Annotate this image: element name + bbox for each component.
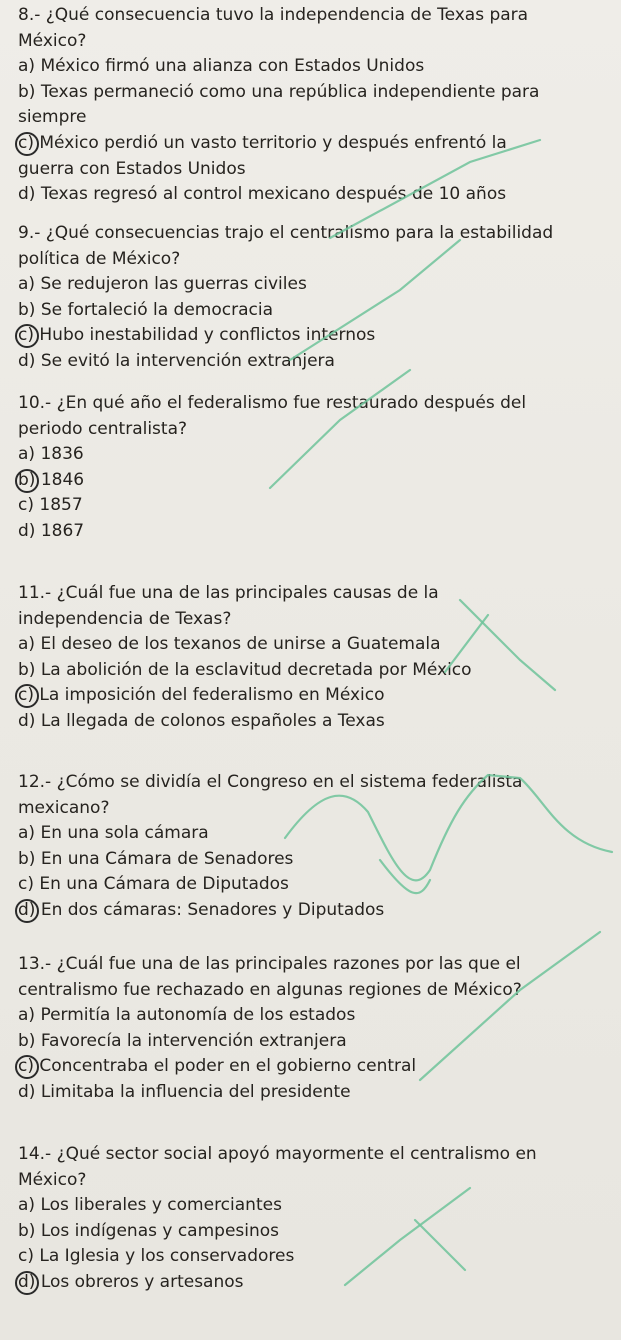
question-text: centralismo fue rechazado en algunas regiones de México?: [18, 979, 522, 1000]
answer-option-selected: d) Los obreros y artesanos: [18, 1272, 244, 1292]
answer-option-selected: c) Concentraba el poder en el gobierno central: [18, 1056, 417, 1077]
answer-option: a) 1836: [18, 444, 84, 465]
question-text: política de México?: [18, 248, 181, 269]
highlighter-stroke: [290, 240, 460, 360]
question-text: 14.- ¿Qué sector social apoyó mayormente el centralismo en: [18, 1144, 537, 1164]
question-text: independencia de Texas?: [18, 608, 232, 629]
question-text: 8.- ¿Qué consecuencia tuvo la independencia de Texas para: [18, 5, 529, 25]
question-text: 12.- ¿Cómo se dividía el Congreso en el sistema federalista: [18, 772, 523, 792]
question-text: México?: [18, 30, 87, 51]
answer-option-selected: c) Hubo inestabilidad y conflictos internos: [18, 325, 376, 346]
answer-option-selected: c) La imposición del federalismo en México: [18, 685, 385, 706]
answer-option: d) La llegada de colonos españoles a Texas: [18, 711, 385, 731]
question-text: México?: [18, 1169, 87, 1190]
highlighter-stroke: [345, 1188, 470, 1285]
highlighter-stroke: [270, 370, 410, 488]
answer-option-selected: c) México perdió un vasto territorio y después enfrentó la: [18, 133, 507, 153]
answer-option: b) Los indígenas y campesinos: [18, 1220, 280, 1241]
answer-option: b) La abolición de la esclavitud decretada por México: [18, 659, 472, 680]
answer-option: c) 1857: [18, 495, 83, 516]
answer-option: a) Permitía la autonomía de los estados: [18, 1005, 356, 1026]
answer-option: d) Limitaba la influencia del presidente: [18, 1082, 351, 1102]
answer-option: b) Se fortaleció la democracia: [18, 299, 273, 320]
answer-option: c) En una Cámara de Diputados: [18, 874, 289, 895]
answer-option: a) En una sola cámara: [18, 823, 209, 844]
question-text: 13.- ¿Cuál fue una de las principales razones por las que el: [18, 954, 521, 974]
answer-option: a) Los liberales y comerciantes: [18, 1195, 282, 1216]
question-text: periodo centralista?: [18, 418, 188, 439]
answer-option: b) Favorecía la intervención extranjera: [18, 1030, 347, 1051]
highlighter-stroke: [330, 140, 540, 238]
answer-option: siempre: [18, 107, 87, 128]
answer-option-selected: d) En dos cámaras: Senadores y Diputados: [18, 900, 385, 920]
highlighter-stroke: [285, 775, 612, 880]
question-text: 11.- ¿Cuál fue una de las principales causas de la: [18, 583, 439, 603]
answer-option: d) Se evitó la intervención extranjera: [18, 351, 335, 371]
answer-option: a) El deseo de los texanos de unirse a Guatemala: [18, 634, 441, 655]
answer-option: c) La Iglesia y los conservadores: [18, 1246, 295, 1267]
question-text: 10.- ¿En qué año el federalismo fue restaurado después del: [18, 393, 527, 413]
highlighter-stroke: [445, 615, 488, 672]
question-text: mexicano?: [18, 797, 110, 818]
highlighter-stroke: [420, 932, 600, 1080]
answer-option-selected: guerra con Estados Unidos: [18, 158, 246, 179]
answer-option: d) 1867: [18, 521, 85, 541]
highlighter-stroke: [415, 1220, 465, 1270]
answer-option: b) En una Cámara de Senadores: [18, 848, 294, 869]
highlighter-stroke: [460, 600, 555, 690]
answer-option: a) México firmó una alianza con Estados Unidos: [18, 56, 425, 77]
answer-option: a) Se redujeron las guerras civiles: [18, 274, 307, 295]
answer-option-selected: b) 1846: [18, 469, 85, 490]
question-text: 9.- ¿Qué consecuencias trajo el centralismo para la estabilidad: [18, 223, 554, 243]
answer-option: d) Texas regresó al control mexicano después de 10 años: [18, 184, 507, 205]
answer-option: b) Texas permaneció como una república independiente para: [18, 81, 540, 102]
